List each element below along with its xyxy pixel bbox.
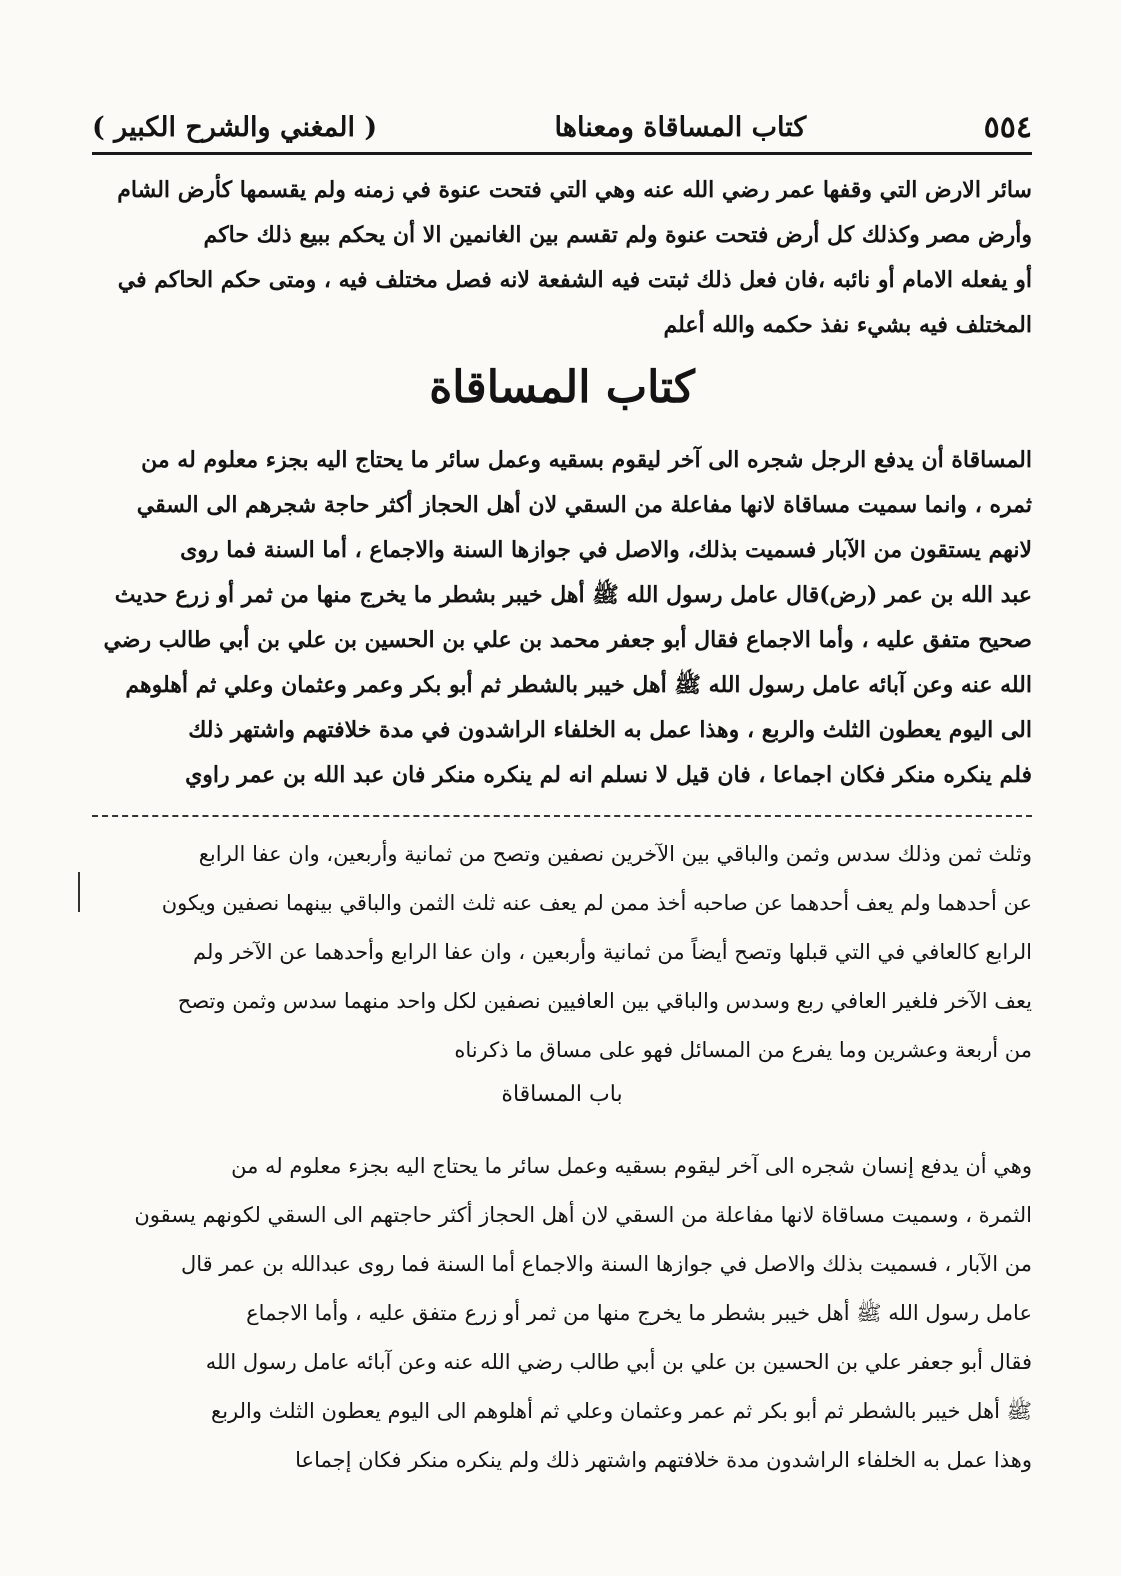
text-line: المختلف فيه بشيء نفذ حكمه والله أعلم bbox=[663, 312, 1032, 338]
text-line: من أربعة وعشرين وما يفرع من المسائل فهو على مساق ما ذكرناه bbox=[454, 1038, 1032, 1062]
text-line: الثمرة ، وسميت مساقاة لانها مفاعلة من السقي لان أهل الحجاز أكثر حاجتهم الى السقي لكونهم يسقون bbox=[134, 1203, 1032, 1227]
text-line: عن أحدهما ولم يعف أحدهما عن صاحبه أخذ ممن لم يعف عنه ثلث الثمن والباقي بينهما نصفين ويكون bbox=[161, 891, 1032, 915]
text-line: الرابع كالعافي في التي قبلها وتصح أيضاً من ثمانية وأربعين ، وان عفا الرابع وأحدهما عن الآخر ولم bbox=[193, 940, 1032, 964]
lower-intro-paragraph bbox=[92, 830, 1032, 1075]
text-line: من الآبار ، فسميت بذلك والاصل في جوازها السنة والاجماع أما السنة فما روى عبدالله بن عمر قال bbox=[180, 1252, 1032, 1276]
text-line: عامل رسول الله ﷺ أهل خيبر بشطر ما يخرج منها من ثمر أو زرع متفق عليه ، وأما الاجماع bbox=[246, 1301, 1032, 1325]
text-line: عبد الله بن عمر (رض)قال عامل رسول الله ﷺ أهل خيبر بشطر ما يخرج منها من ثمر أو زرع حديث bbox=[114, 582, 1032, 608]
text-line: لانهم يستقون من الآبار فسميت بذلك، والاصل في جوازها السنة والاجماع ، أما السنة فما روى bbox=[180, 537, 1032, 563]
header-rule bbox=[92, 152, 1032, 155]
text-line: صحيح متفق عليه ، وأما الاجماع فقال أبو جعفر محمد بن علي بن الحسين بن علي بن أبي طالب رضي bbox=[103, 627, 1032, 653]
text-line: الى اليوم يعطون الثلث والربع ، وهذا عمل به الخلفاء الراشدون في مدة خلافتهم واشتهر ذلك bbox=[188, 717, 1032, 743]
lower-main-paragraph bbox=[92, 1142, 1032, 1485]
text-line: ﷺ أهل خيبر بالشطر ثم أبو بكر ثم عمر وعثمان وعلي ثم أهلوهم الى اليوم يعطون الثلث والربع bbox=[211, 1399, 1032, 1423]
text-line: فقال أبو جعفر علي بن الحسين بن علي بن أبي طالب رضي الله عنه وعن آبائه عامل رسول الله bbox=[205, 1350, 1032, 1374]
text-line: وأرض مصر وكذلك كل أرض فتحت عنوة ولم تقسم بين الغانمين الا أن يحكم ببيع ذلك حاكم bbox=[203, 222, 1032, 248]
text-line: الله عنه وعن آبائه عامل رسول الله ﷺ أهل خيبر بالشطر ثم أبو بكر وعمر وعثمان وعلي ثم أهلوهم bbox=[125, 672, 1032, 698]
text-line: أو يفعله الامام أو نائبه ،فان فعل ذلك ثبتت فيه الشفعة لانه فصل مختلف فيه ، ومتى حكم الحاكم في bbox=[117, 267, 1032, 293]
running-header bbox=[92, 104, 1032, 150]
text-line: ثمره ، وانما سميت مساقاة لانها مفاعلة من السقي لان أهل الحجاز أكثر حاجة شجرهم الى السقي bbox=[136, 492, 1032, 518]
running-chapter-title: كتاب المساقاة ومعناها bbox=[554, 111, 807, 143]
text-line: يعف الآخر فلغير العافي ربع وسدس والباقي بين العافيين نصفين لكل واحد منهما سدس وثمن وتصح bbox=[177, 989, 1032, 1013]
text-line: سائر الارض التي وقفها عمر رضي الله عنه وهي التي فتحت عنوة في زمنه ولم يقسمها كأرض الشام bbox=[117, 177, 1032, 203]
text-line: وهي أن يدفع إنسان شجره الى آخر ليقوم بسقيه وعمل سائر ما يحتاج اليه بجزء معلوم له من bbox=[231, 1154, 1032, 1178]
text-line: وهذا عمل به الخلفاء الراشدون مدة خلافتهم واشتهر ذلك ولم ينكره منكر فكان إجماعا bbox=[295, 1448, 1032, 1472]
text-line: المساقاة أن يدفع الرجل شجره الى آخر ليقوم بسقيه وعمل سائر ما يحتاج اليه بجزء معلوم له من bbox=[141, 447, 1032, 473]
text-line: وثلث ثمن وذلك سدس وثمن والباقي بين الآخرين نصفين وتصح من ثمانية وأربعين، وان عفا الرابع bbox=[198, 842, 1032, 866]
upper-intro-paragraph bbox=[92, 168, 1032, 348]
upper-main-paragraph bbox=[92, 438, 1032, 798]
margin-mark bbox=[78, 872, 80, 912]
section-heading: باب المساقاة bbox=[501, 1082, 623, 1107]
section-divider bbox=[92, 815, 1032, 817]
page-number: ٥٥٤ bbox=[983, 109, 1032, 145]
chapter-heading: كتاب المساقاة bbox=[429, 362, 695, 413]
running-book-title: ( المغني والشرح الكبير ) bbox=[92, 111, 378, 143]
text-line: فلم ينكره منكر فكان اجماعا ، فان قيل لا نسلم انه لم ينكره منكر فان عبد الله بن عمر راوي bbox=[185, 762, 1032, 788]
